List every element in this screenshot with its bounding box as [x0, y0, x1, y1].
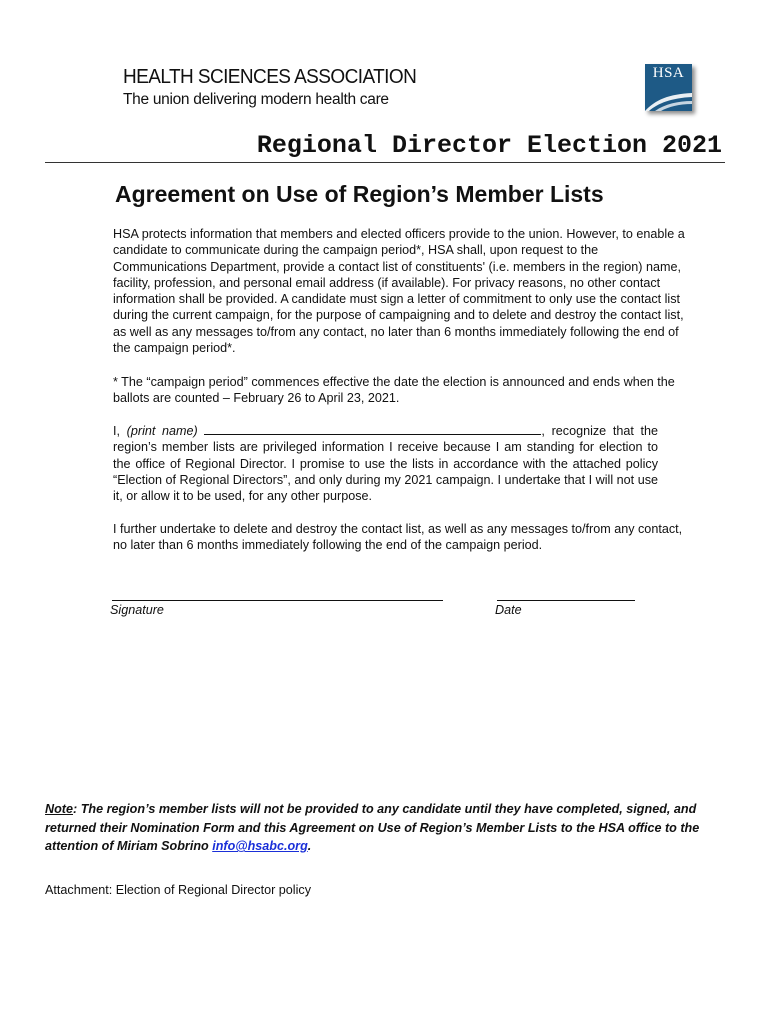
- date-field[interactable]: [497, 600, 635, 601]
- pledge-prefix: I,: [113, 424, 127, 438]
- logo-text: HSA: [652, 65, 685, 81]
- note-text: : The region’s member lists will not be provided to any candidate until they have completed, signed, and returned their Nomination Form and this Agreement on Use of Region’s Member Lists to the HSA office to the attention of Miriam Sobrino: [45, 802, 700, 853]
- attachment-line: Attachment: Election of Regional Director policy: [45, 883, 311, 897]
- email-link[interactable]: info@hsabc.org: [212, 839, 308, 853]
- intro-paragraph: HSA protects information that members and elected officers provide to the union. However, to enable a candidate to communicate during the campaign period*, HSA shall, upon request to the Communications Department, provide a contact list of constituents' (i.e. members in the region) name, facility, profession, and personal email address (if available). For privacy reasons, no other contact information shall be provided. A candidate must sign a letter of commitment to only use the contact list during the current campaign, for the purpose of campaigning and to delete and destroy the contact list, as well as any messages to/from any contact, no later than 6 months immediately following the end of the campaign period*.: [113, 227, 685, 356]
- document-heading: Agreement on Use of Region’s Member Lists: [115, 181, 604, 207]
- print-name-label: (print name): [126, 424, 198, 438]
- election-title: Regional Director Election 2021: [256, 131, 722, 160]
- org-tagline: The union delivering modern health care: [123, 91, 389, 108]
- note-label: Note: [45, 802, 73, 816]
- signature-label: Signature: [110, 603, 164, 617]
- print-name-field[interactable]: [204, 423, 541, 435]
- signature-field[interactable]: [112, 600, 443, 601]
- pledge-paragraph: [113, 423, 658, 504]
- campaign-period-footnote: * The “campaign period” commences effective the date the election is announced and ends when the ballots are counted – February 26 to April 23, 2021.: [113, 375, 675, 406]
- note-end: .: [307, 839, 312, 853]
- date-label: Date: [495, 603, 522, 617]
- hsa-logo: [645, 64, 692, 111]
- pledge-body: , recognize that the region’s member lists are privileged information I receive because I am standing for election to the office of Regional Director. I promise to use the lists in accordance with the attached policy “Election of Regional Directors”, and only during my 2021 campaign. I undertake that I will not use it, or allow it to be used, for any other purpose.: [113, 424, 659, 504]
- submission-note: [45, 800, 725, 856]
- header-divider: [45, 162, 725, 163]
- undertaking-paragraph: I further undertake to delete and destroy the contact list, as well as any messages to/from any contact, no later than 6 months immediately following the end of the campaign period.: [113, 522, 683, 553]
- org-name: HEALTH SCIENCES ASSOCIATION: [123, 66, 417, 88]
